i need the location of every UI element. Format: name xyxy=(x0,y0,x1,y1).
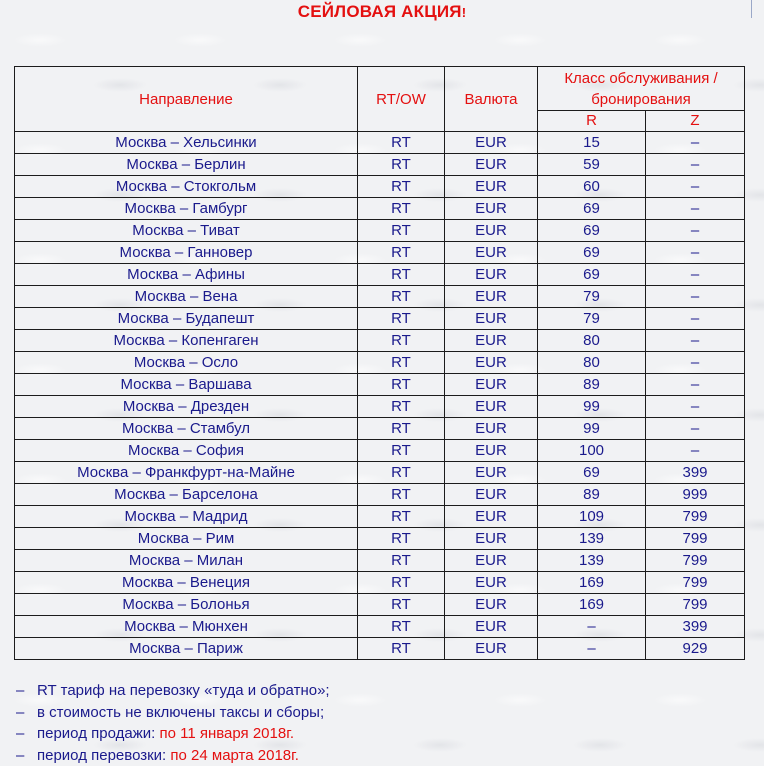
header-currency: Валюта xyxy=(445,67,538,132)
cell-currency: EUR xyxy=(445,198,538,220)
page-title-exclamation: ! xyxy=(462,5,467,20)
cell-class-r: 99 xyxy=(538,418,646,440)
cell-direction: Москва – Вена xyxy=(15,286,358,308)
table-row xyxy=(15,440,745,462)
cell-class-r: 69 xyxy=(538,264,646,286)
note-item xyxy=(16,723,330,745)
cell-direction: Москва – Париж xyxy=(15,638,358,660)
table-row xyxy=(15,132,745,154)
cell-class-z: – xyxy=(646,286,745,308)
table-row xyxy=(15,242,745,264)
cell-class-z: 999 xyxy=(646,484,745,506)
cell-currency: EUR xyxy=(445,616,538,638)
cell-direction: Москва – Мадрид xyxy=(15,506,358,528)
table-row xyxy=(15,352,745,374)
cell-class-z: – xyxy=(646,242,745,264)
cell-currency: EUR xyxy=(445,440,538,462)
cell-rtow: RT xyxy=(358,132,445,154)
note-sale-period-value: по 11 января 2018г. xyxy=(159,725,294,742)
fares-table-body xyxy=(15,132,745,660)
cell-class-z: – xyxy=(646,330,745,352)
table-row xyxy=(15,264,745,286)
cell-direction: Москва – Копенгаген xyxy=(15,330,358,352)
cell-rtow: RT xyxy=(358,506,445,528)
cell-direction: Москва – София xyxy=(15,440,358,462)
cell-class-r: 99 xyxy=(538,396,646,418)
cell-currency: EUR xyxy=(445,506,538,528)
cell-class-z: – xyxy=(646,176,745,198)
cell-rtow: RT xyxy=(358,440,445,462)
note-dash: – xyxy=(16,745,37,766)
cell-rtow: RT xyxy=(358,550,445,572)
cell-rtow: RT xyxy=(358,572,445,594)
page-title-text: СЕЙЛОВАЯ АКЦИЯ xyxy=(298,2,462,21)
cell-class-z: – xyxy=(646,264,745,286)
cell-class-z: – xyxy=(646,132,745,154)
cell-rtow: RT xyxy=(358,176,445,198)
cell-currency: EUR xyxy=(445,132,538,154)
cell-class-r: 79 xyxy=(538,286,646,308)
cell-currency: EUR xyxy=(445,374,538,396)
cell-rtow: RT xyxy=(358,374,445,396)
cell-class-r: 59 xyxy=(538,154,646,176)
cell-direction: Москва – Рим xyxy=(15,528,358,550)
cell-class-z: – xyxy=(646,220,745,242)
cell-class-z: – xyxy=(646,308,745,330)
cell-rtow: RT xyxy=(358,418,445,440)
cell-class-r: 69 xyxy=(538,198,646,220)
cell-rtow: RT xyxy=(358,352,445,374)
cell-direction: Москва – Болонья xyxy=(15,594,358,616)
cell-currency: EUR xyxy=(445,528,538,550)
cell-class-r: 139 xyxy=(538,528,646,550)
cell-rtow: RT xyxy=(358,330,445,352)
cell-rtow: RT xyxy=(358,198,445,220)
cell-direction: Москва – Стокгольм xyxy=(15,176,358,198)
cell-class-z: – xyxy=(646,198,745,220)
cell-currency: EUR xyxy=(445,154,538,176)
fares-table xyxy=(14,66,745,660)
frame-divider xyxy=(751,0,752,18)
note-dash: – xyxy=(16,702,37,724)
cell-class-z: 799 xyxy=(646,550,745,572)
cell-class-r: 69 xyxy=(538,462,646,484)
header-class-r: R xyxy=(538,111,646,132)
note-sale-period-label: период продажи: xyxy=(37,725,159,742)
cell-rtow: RT xyxy=(358,528,445,550)
cell-direction: Москва – Барселона xyxy=(15,484,358,506)
cell-currency: EUR xyxy=(445,330,538,352)
cell-class-r: 109 xyxy=(538,506,646,528)
cell-class-r: 69 xyxy=(538,220,646,242)
cell-currency: EUR xyxy=(445,264,538,286)
note-dash: – xyxy=(16,723,37,745)
cell-class-r: 89 xyxy=(538,484,646,506)
header-row xyxy=(15,67,745,111)
cell-direction: Москва – Тиват xyxy=(15,220,358,242)
cell-direction: Москва – Мюнхен xyxy=(15,616,358,638)
notes-list xyxy=(16,680,330,766)
header-class-z: Z xyxy=(646,111,745,132)
cell-currency: EUR xyxy=(445,286,538,308)
cell-class-r: 169 xyxy=(538,572,646,594)
table-row xyxy=(15,462,745,484)
note-item xyxy=(16,680,330,702)
cell-rtow: RT xyxy=(358,286,445,308)
cell-rtow: RT xyxy=(358,484,445,506)
table-row xyxy=(15,528,745,550)
cell-currency: EUR xyxy=(445,638,538,660)
cell-class-r: 69 xyxy=(538,242,646,264)
table-row xyxy=(15,220,745,242)
cell-rtow: RT xyxy=(358,220,445,242)
table-row xyxy=(15,308,745,330)
cell-currency: EUR xyxy=(445,242,538,264)
cell-class-z: – xyxy=(646,352,745,374)
cell-class-r: 80 xyxy=(538,330,646,352)
cell-direction: Москва – Осло xyxy=(15,352,358,374)
cell-class-z: 799 xyxy=(646,572,745,594)
table-row xyxy=(15,286,745,308)
header-direction: Направление xyxy=(15,67,358,132)
table-row xyxy=(15,506,745,528)
table-row xyxy=(15,572,745,594)
table-row xyxy=(15,418,745,440)
cell-class-z: 799 xyxy=(646,594,745,616)
cell-class-z: 929 xyxy=(646,638,745,660)
cell-class-z: 399 xyxy=(646,616,745,638)
header-class-line1: Класс обслуживания / xyxy=(564,70,717,87)
cell-currency: EUR xyxy=(445,418,538,440)
cell-class-r: 15 xyxy=(538,132,646,154)
cell-direction: Москва – Берлин xyxy=(15,154,358,176)
page-title xyxy=(0,2,764,22)
cell-direction: Москва – Милан xyxy=(15,550,358,572)
cell-class-r: – xyxy=(538,616,646,638)
cell-class-r: 139 xyxy=(538,550,646,572)
cell-direction: Москва – Венеция xyxy=(15,572,358,594)
cell-rtow: RT xyxy=(358,462,445,484)
cell-currency: EUR xyxy=(445,176,538,198)
table-row xyxy=(15,594,745,616)
cell-class-r: – xyxy=(538,638,646,660)
table-row xyxy=(15,198,745,220)
table-row xyxy=(15,638,745,660)
note-dash: – xyxy=(16,680,37,702)
cell-currency: EUR xyxy=(445,308,538,330)
cell-class-z: – xyxy=(646,154,745,176)
cell-direction: Москва – Будапешт xyxy=(15,308,358,330)
cell-direction: Москва – Ганновер xyxy=(15,242,358,264)
note-taxes: в стоимость не включены таксы и сборы; xyxy=(37,704,324,721)
header-rtow: RT/OW xyxy=(358,67,445,132)
cell-class-z: – xyxy=(646,418,745,440)
cell-direction: Москва – Стамбул xyxy=(15,418,358,440)
table-row xyxy=(15,176,745,198)
cell-class-z: – xyxy=(646,396,745,418)
note-item xyxy=(16,702,330,724)
note-travel-period-value: по 24 марта 2018г. xyxy=(170,747,299,764)
cell-rtow: RT xyxy=(358,242,445,264)
cell-class-z: 799 xyxy=(646,506,745,528)
table-row xyxy=(15,330,745,352)
cell-currency: EUR xyxy=(445,462,538,484)
cell-rtow: RT xyxy=(358,308,445,330)
cell-currency: EUR xyxy=(445,220,538,242)
table-row xyxy=(15,550,745,572)
note-travel-period-label: период перевозки: xyxy=(37,747,170,764)
cell-direction: Москва – Афины xyxy=(15,264,358,286)
cell-direction: Москва – Хельсинки xyxy=(15,132,358,154)
table-row xyxy=(15,396,745,418)
cell-currency: EUR xyxy=(445,352,538,374)
header-class-line2: бронирования xyxy=(591,91,691,108)
cell-rtow: RT xyxy=(358,594,445,616)
note-roundtrip: RT тариф на перевозку «туда и обратно»; xyxy=(37,682,330,699)
cell-direction: Москва – Варшава xyxy=(15,374,358,396)
cell-class-r: 100 xyxy=(538,440,646,462)
cell-rtow: RT xyxy=(358,638,445,660)
cell-class-r: 60 xyxy=(538,176,646,198)
table-row xyxy=(15,616,745,638)
cell-class-r: 89 xyxy=(538,374,646,396)
cell-rtow: RT xyxy=(358,396,445,418)
cell-currency: EUR xyxy=(445,550,538,572)
cell-currency: EUR xyxy=(445,396,538,418)
cell-class-r: 79 xyxy=(538,308,646,330)
cell-direction: Москва – Франкфурт-на-Майне xyxy=(15,462,358,484)
note-item xyxy=(16,745,330,766)
cell-direction: Москва – Дрезден xyxy=(15,396,358,418)
cell-direction: Москва – Гамбург xyxy=(15,198,358,220)
table-row xyxy=(15,374,745,396)
cell-class-r: 80 xyxy=(538,352,646,374)
table-row xyxy=(15,154,745,176)
cell-currency: EUR xyxy=(445,484,538,506)
cell-class-z: – xyxy=(646,374,745,396)
cell-class-z: 799 xyxy=(646,528,745,550)
cell-rtow: RT xyxy=(358,616,445,638)
cell-rtow: RT xyxy=(358,264,445,286)
cell-class-z: 399 xyxy=(646,462,745,484)
cell-class-z: – xyxy=(646,440,745,462)
cell-class-r: 169 xyxy=(538,594,646,616)
header-class xyxy=(538,67,745,111)
cell-currency: EUR xyxy=(445,594,538,616)
cell-currency: EUR xyxy=(445,572,538,594)
table-row xyxy=(15,484,745,506)
cell-rtow: RT xyxy=(358,154,445,176)
